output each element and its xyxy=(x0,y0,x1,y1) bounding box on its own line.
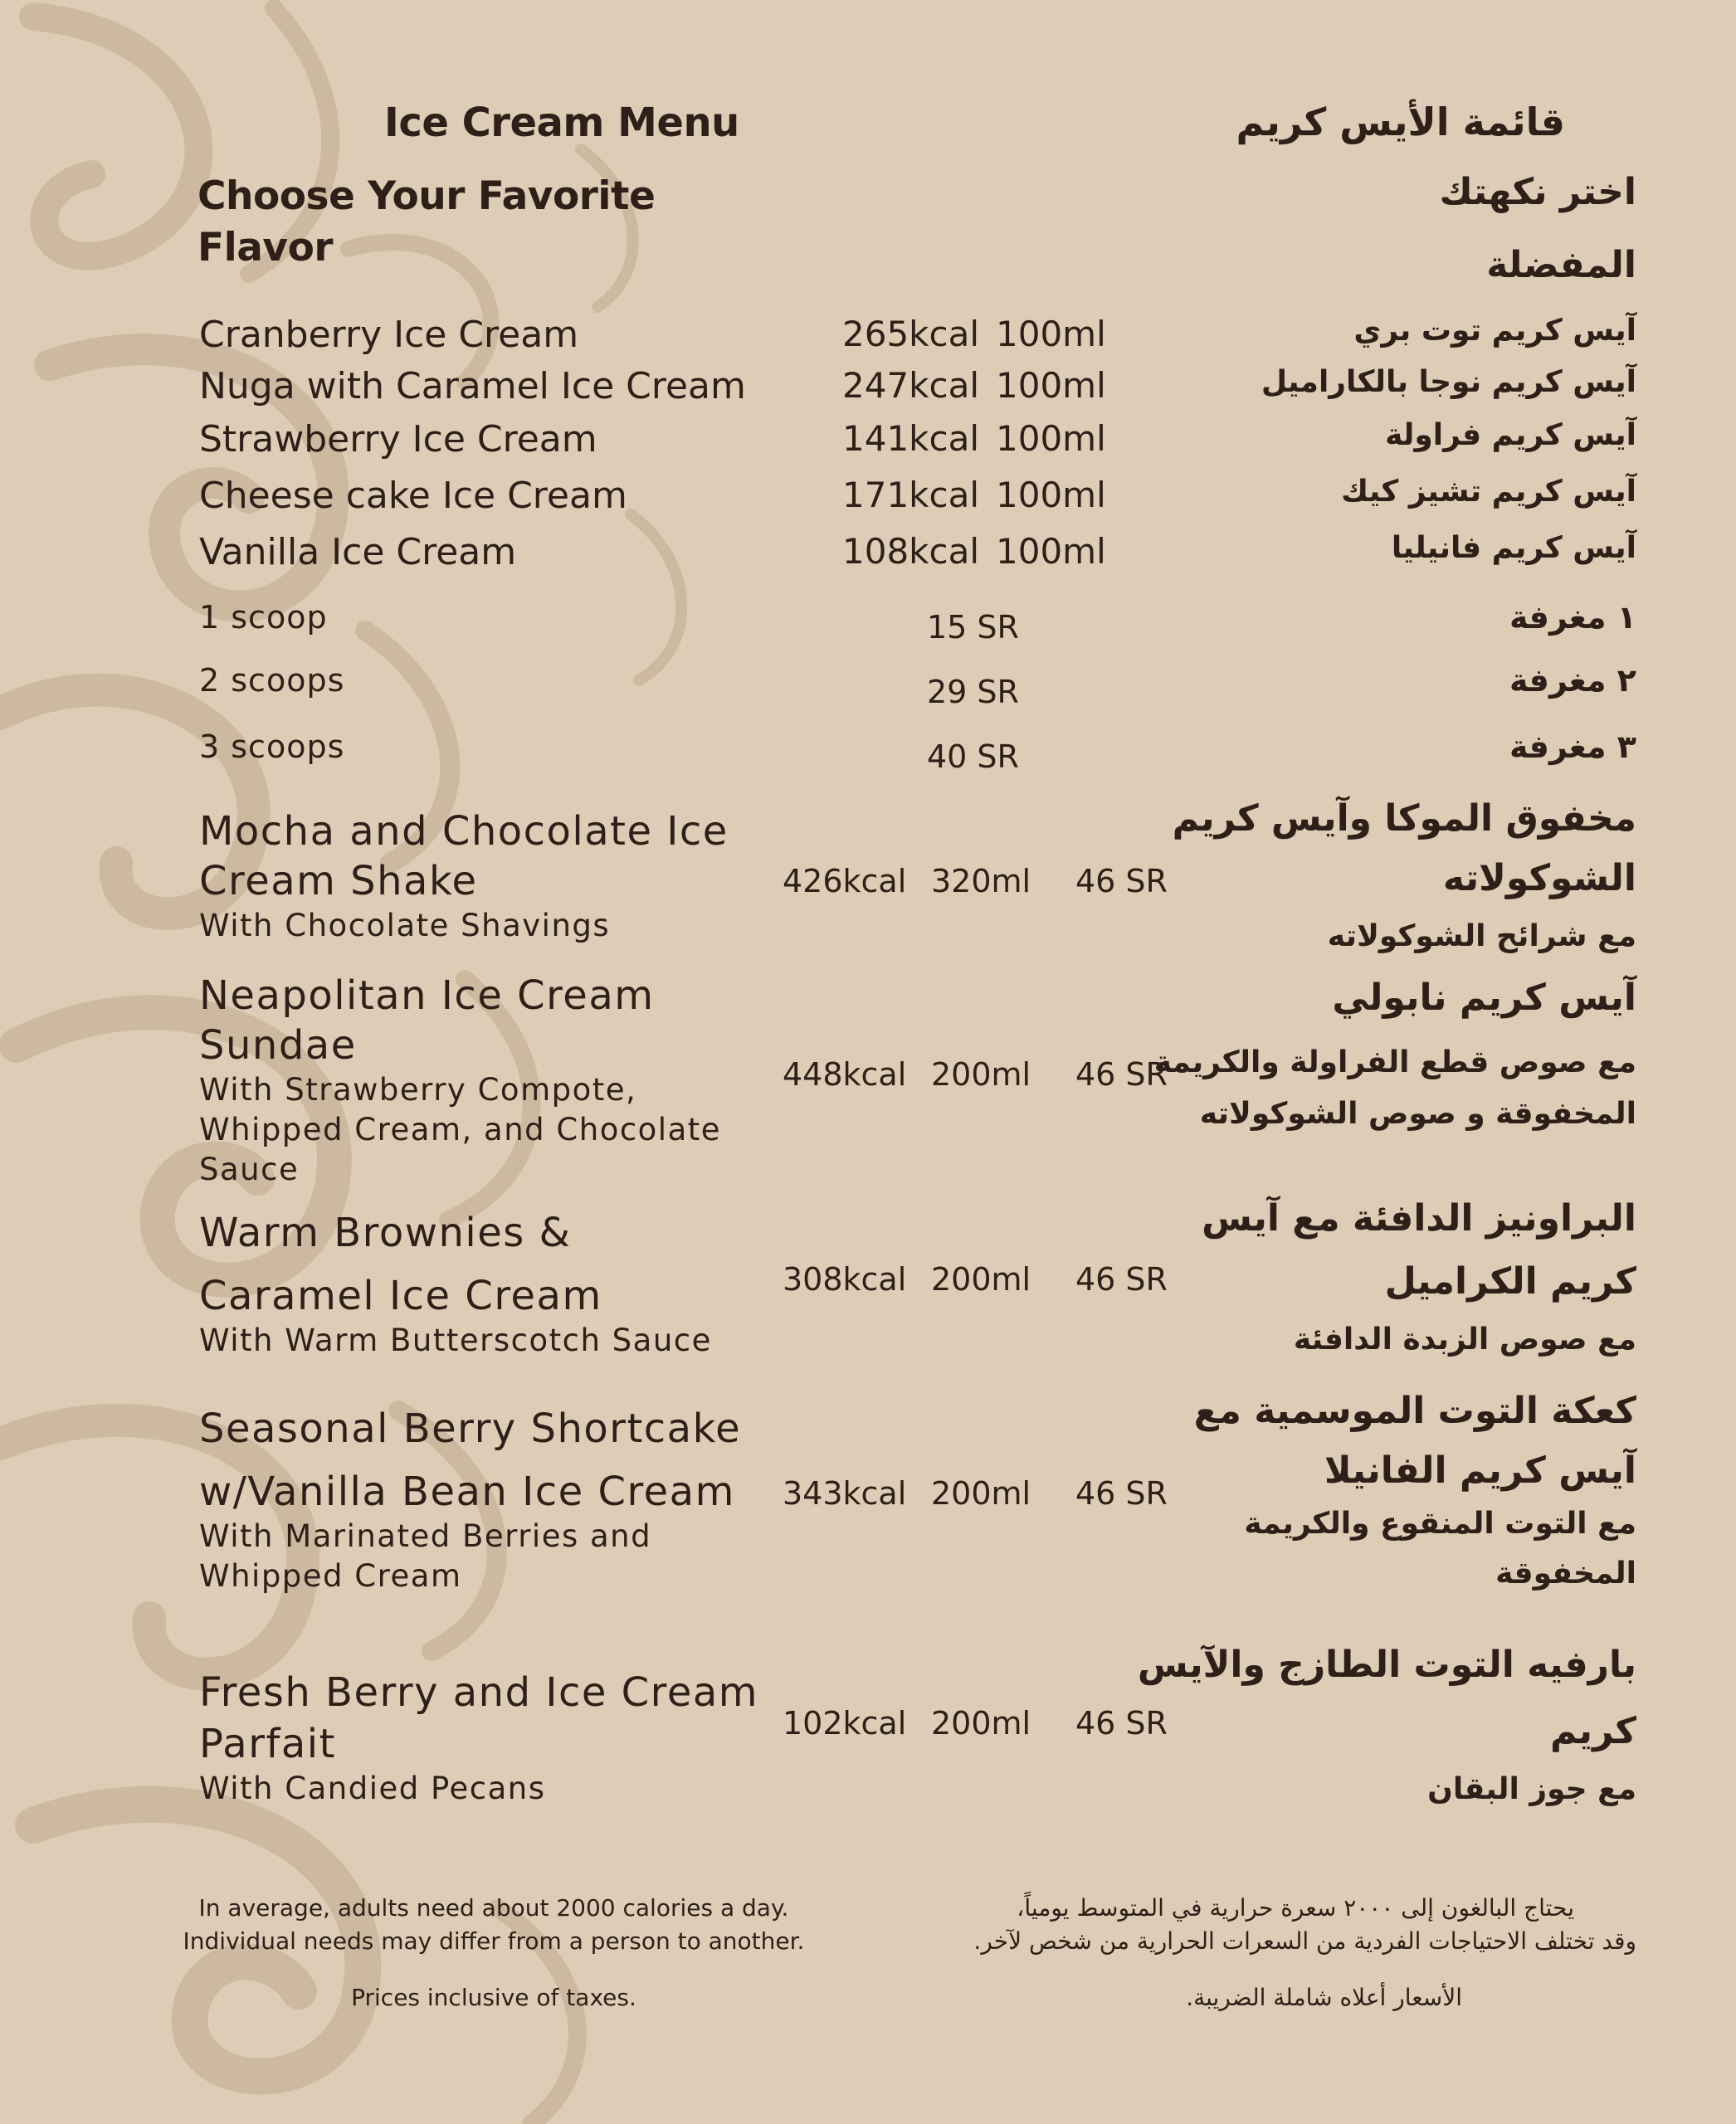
flavor-name-en: Cheese cake Ice Cream xyxy=(199,475,627,517)
dessert-desc-en: With Strawberry Compote, xyxy=(199,1072,637,1108)
dessert-name-ar: آيس كريم الفانيلا xyxy=(1324,1449,1636,1492)
flavor-volume: 100ml xyxy=(996,418,1106,459)
dessert-name-en: Seasonal Berry Shortcake xyxy=(199,1405,742,1452)
dessert-desc-en: With Candied Pecans xyxy=(199,1771,546,1806)
flavor-volume: 100ml xyxy=(996,314,1106,354)
dessert-desc-ar: مع شرائح الشوكولاته xyxy=(1327,919,1636,953)
dessert-kcal: 448kcal xyxy=(783,1056,907,1093)
dessert-volume: 200ml xyxy=(931,1475,1031,1512)
flavor-name-ar: آيس كريم فانيليا xyxy=(1391,531,1636,565)
scoop-price: 40 SR xyxy=(927,738,1019,775)
dessert-price: 46 SR xyxy=(1075,1056,1168,1093)
dessert-volume: 320ml xyxy=(931,863,1031,899)
dessert-name-ar: مخفوق الموكا وآيس كريم xyxy=(1172,797,1636,840)
dessert-name-en: Fresh Berry and Ice Cream xyxy=(199,1669,759,1716)
dessert-name-en: Sundae xyxy=(199,1022,357,1069)
dessert-price: 46 SR xyxy=(1075,1705,1168,1742)
dessert-volume: 200ml xyxy=(931,1056,1031,1093)
subtitle-en-line1: Choose Your Favorite xyxy=(197,173,656,219)
dessert-kcal: 343kcal xyxy=(783,1475,907,1512)
dessert-name-ar: البراونيز الدافئة مع آيس xyxy=(1202,1197,1636,1240)
dessert-name-ar: كعكة التوت الموسمية مع xyxy=(1193,1390,1636,1432)
dessert-name-en: Mocha and Chocolate Ice xyxy=(199,808,729,855)
dessert-name-en: w/Vanilla Bean Ice Cream xyxy=(199,1469,735,1515)
dessert-desc-ar: المخفوقة و صوص الشوكولاته xyxy=(1199,1097,1636,1131)
dessert-desc-ar: مع التوت المنقوع والكريمة xyxy=(1244,1507,1636,1541)
subtitle-en-line2: Flavor xyxy=(197,225,334,270)
subtitle-ar-line2: المفضلة xyxy=(1486,244,1636,286)
dessert-price: 46 SR xyxy=(1075,1261,1168,1298)
dessert-desc-en: With Warm Butterscotch Sauce xyxy=(199,1323,712,1358)
dessert-name-en: Parfait xyxy=(199,1721,336,1767)
flavor-name-en: Nuga with Caramel Ice Cream xyxy=(199,365,746,407)
dessert-desc-ar: مع صوص الزبدة الدافئة xyxy=(1293,1323,1636,1357)
subtitle-ar-line1: اختر نكهتك xyxy=(1439,171,1636,213)
dessert-kcal: 426kcal xyxy=(783,863,907,899)
tax-note-en: Prices inclusive of taxes. xyxy=(351,1984,636,2011)
calorie-note-ar-line2: وقد تختلف الاحتياجات الفردية من السعرات الحرارية من شخص لآخر. xyxy=(973,1927,1636,1955)
calorie-note-en-line1: In average, adults need about 2000 calories a day. xyxy=(198,1894,789,1922)
dessert-desc-en: Whipped Cream, and Chocolate xyxy=(199,1112,722,1147)
flavor-volume: 100ml xyxy=(996,365,1106,406)
dessert-price: 46 SR xyxy=(1075,863,1168,899)
dessert-desc-ar: مع جوز البقان xyxy=(1427,1772,1636,1806)
flavor-name-ar: آيس كريم تشيز كيك xyxy=(1341,475,1636,509)
dessert-name-ar: آيس كريم نابولي xyxy=(1332,977,1636,1019)
dessert-name-en: Neapolitan Ice Cream xyxy=(199,972,655,1019)
dessert-desc-ar: المخفوقة xyxy=(1495,1556,1636,1591)
flavor-name-ar: آيس كريم نوجا بالكاراميل xyxy=(1261,365,1636,399)
dessert-name-ar: بارفيه التوت الطازج والآيس xyxy=(1137,1644,1636,1686)
dessert-desc-en: With Marinated Berries and xyxy=(199,1518,652,1554)
dessert-volume: 200ml xyxy=(931,1705,1031,1742)
menu-title-ar: قائمة الأيس كريم xyxy=(1236,100,1565,144)
flavor-volume: 100ml xyxy=(996,531,1106,572)
scoop-label-en: 3 scoops xyxy=(199,728,345,765)
dessert-name-en: Warm Brownies & xyxy=(199,1210,572,1256)
dessert-name-en: Caramel Ice Cream xyxy=(199,1273,602,1319)
tax-note-ar: الأسعار أعلاه شاملة الضريبة. xyxy=(1186,1984,1462,2011)
scoop-label-ar: ٢ مغرفة xyxy=(1509,662,1636,699)
scoop-label-ar: ٣ مغرفة xyxy=(1509,728,1636,765)
dessert-price: 46 SR xyxy=(1075,1475,1168,1512)
dessert-desc-en: Sauce xyxy=(199,1152,300,1187)
flavor-name-en: Strawberry Ice Cream xyxy=(199,418,597,460)
flavor-kcal: 247kcal xyxy=(842,365,979,406)
dessert-desc-ar: مع صوص قطع الفراولة والكريمة xyxy=(1153,1045,1636,1079)
flavor-kcal: 265kcal xyxy=(842,314,979,354)
scoop-label-ar: ١ مغرفة xyxy=(1509,599,1636,636)
flavor-name-en: Cranberry Ice Cream xyxy=(199,314,579,356)
dessert-desc-en: Whipped Cream xyxy=(199,1558,462,1594)
calorie-note-ar-line1: يحتاج البالغون إلى ٢٠٠٠ سعرة حرارية في المتوسط يومياً، xyxy=(1017,1894,1574,1922)
flavor-kcal: 108kcal xyxy=(842,531,979,572)
scoop-price: 15 SR xyxy=(927,609,1019,645)
flavor-volume: 100ml xyxy=(996,475,1106,515)
menu-title-en: Ice Cream Menu xyxy=(384,100,739,146)
dessert-name-ar: كريم الكراميل xyxy=(1384,1260,1636,1303)
scoop-label-en: 2 scoops xyxy=(199,662,345,699)
dessert-kcal: 308kcal xyxy=(783,1261,907,1298)
flavor-name-ar: آيس كريم توت بري xyxy=(1353,314,1636,348)
flavor-name-ar: آيس كريم فراولة xyxy=(1385,418,1636,452)
calorie-note-en-line2: Individual needs may differ from a person to another. xyxy=(183,1927,805,1955)
scoop-label-en: 1 scoop xyxy=(199,599,328,636)
dessert-name-ar: الشوكولاته xyxy=(1442,857,1636,899)
dessert-desc-en: With Chocolate Shavings xyxy=(199,908,611,943)
dessert-name-ar: كريم xyxy=(1550,1710,1636,1752)
dessert-name-en: Cream Shake xyxy=(199,858,478,904)
flavor-kcal: 171kcal xyxy=(842,475,979,515)
dessert-volume: 200ml xyxy=(931,1261,1031,1298)
scoop-price: 29 SR xyxy=(927,674,1019,710)
flavor-name-en: Vanilla Ice Cream xyxy=(199,531,517,573)
dessert-kcal: 102kcal xyxy=(783,1705,907,1742)
flavor-kcal: 141kcal xyxy=(842,418,979,459)
